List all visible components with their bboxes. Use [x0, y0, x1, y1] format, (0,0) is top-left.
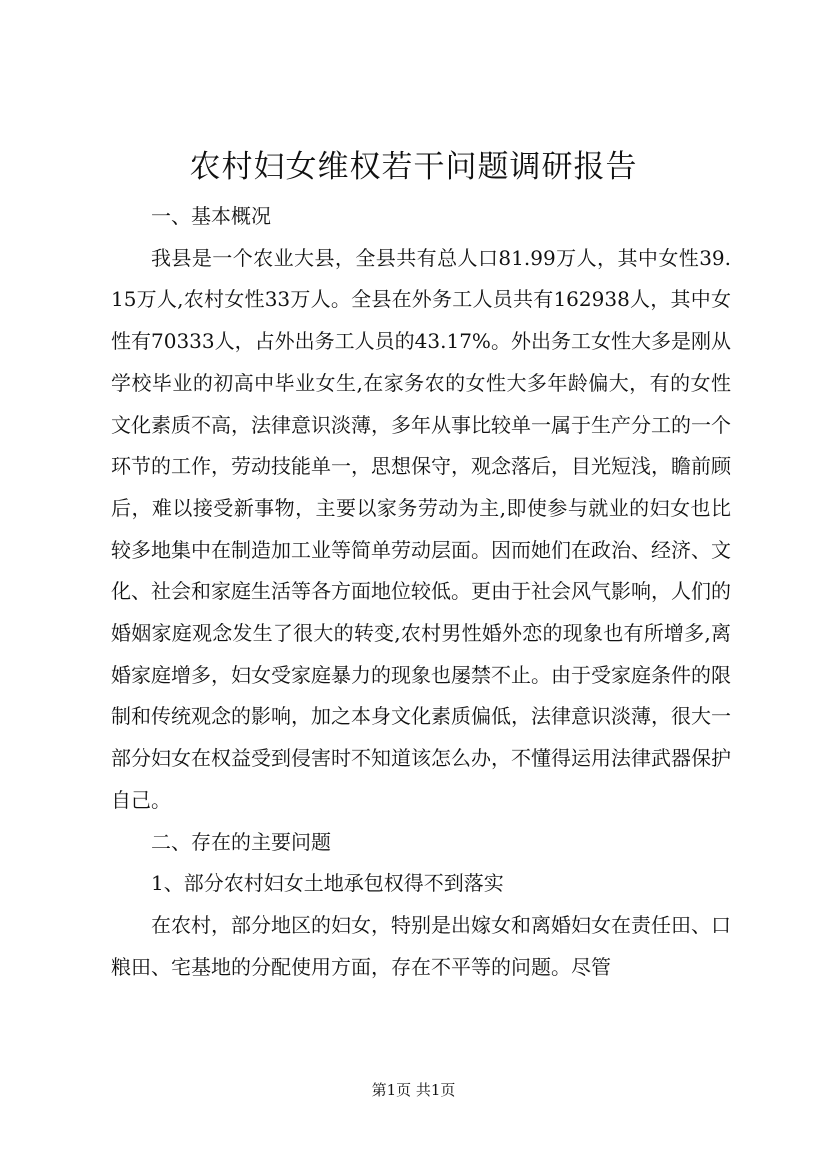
- page-footer: 第1页 共1页: [371, 1081, 456, 1099]
- section-heading-main-problems: 二、存在的主要问题: [151, 829, 331, 854]
- paragraph-overview: 我县是一个农业大县，全县共有总人口81.99万人，其中女性39.15万人,农村女性33万人。全县在外务工人员共有162938人，其中女性有70333人，占外出务工人员的43.17%。外出务工女性大多是刚从学校毕业的初高中毕业女生,在家务农的女性大多年龄偏大，有的女性文化素质不高，法律意识淡薄，多年从事比较单一属于生产分工的一个环节的工作，劳动技能单一，思想保守，观念落后，目光短浅，瞻前顾后，难以接受新事物，主要以家务劳动为主,即使参与就业的妇女也比较多地集中在制造加工业等简单劳动层面。因而她们在政治、经济、文化、社会和家庭生活等各方面地位较低。更由于社会风气影响，人们的婚姻家庭观念发生了很大的转变,农村男性婚外恋的现象也有所增多,离婚家庭增多，妇女受家庭暴力的现象也屡禁不止。由于受家庭条件的限制和传统观念的影响，加之本身文化素质偏低，法律意识淡薄，很大一部分妇女在权益受到侵害时不知道该怎么办，不懂得运用法律武器保护自己。: [111, 245, 731, 812]
- section-heading-basic-overview: 一、基本概况: [151, 204, 271, 228]
- document-body: [111, 196, 731, 988]
- subheading-land-rights: 1、部分农村妇女土地承包权得不到落实: [151, 871, 504, 896]
- document-title: 农村妇女维权若干问题调研报告: [189, 149, 638, 185]
- paragraph-land-rights: 在农村，部分地区的妇女，特别是出嫁女和离婚妇女在责任田、口粮田、宅基地的分配使用方面，存在不平等的问题。尽管: [111, 912, 731, 979]
